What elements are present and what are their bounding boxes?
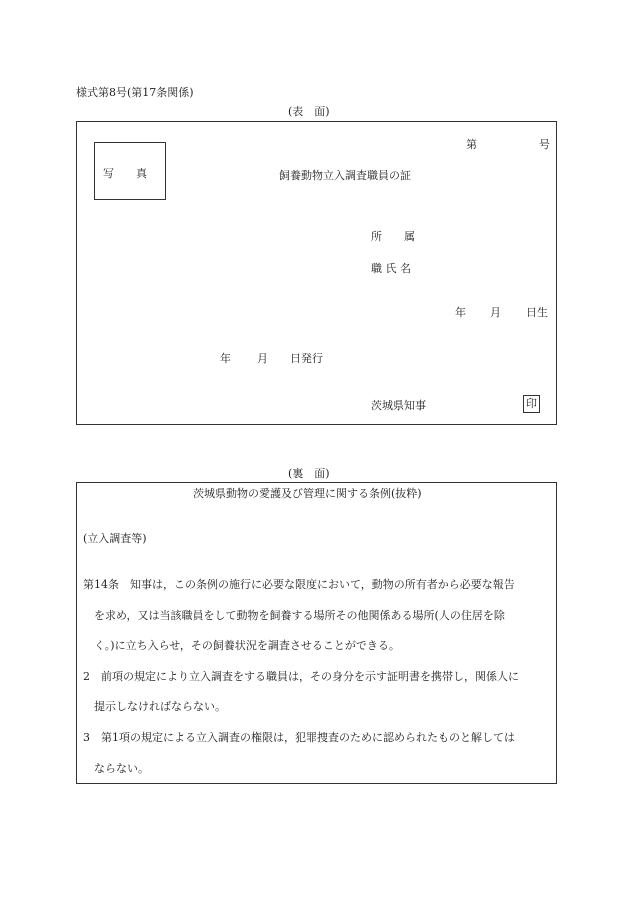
- front-side-heading: (表 面): [288, 105, 330, 118]
- issuer-label: 茨城県知事: [371, 399, 426, 412]
- birth-month-label: 月: [490, 306, 501, 319]
- issue-month-label: 月: [257, 352, 268, 365]
- affiliation-label: 所 属: [371, 230, 415, 243]
- form-number-label: 様式第8号(第17条関係): [76, 86, 194, 99]
- paragraph-3-line-2: ならない。: [83, 762, 149, 775]
- birth-day-label: 日生: [526, 306, 548, 319]
- paragraph-2-line-1: 2 前項の規定により立入調査をする職員は，その身分を示す証明書を携帯し，関係人に: [83, 670, 519, 683]
- photo-label: 写 真: [103, 167, 147, 180]
- photo-box: [94, 142, 166, 200]
- paragraph-2-line-2: 提示しなければならない。: [83, 700, 226, 713]
- issue-year-label: 年: [220, 352, 231, 365]
- article-14-line-2: を求め，又は当該職員をして動物を飼養する場所その他関係ある場所(人の住居を除: [83, 609, 505, 622]
- article-14-line-1: 第14条 知事は，この条例の施行に必要な限度において，動物の所有者から必要な報告: [83, 578, 515, 591]
- ordinance-title: 茨城県動物の愛護及び管理に関する条例(抜粋): [193, 487, 422, 500]
- seal-mark: 印: [523, 395, 540, 413]
- birth-year-label: 年: [455, 306, 466, 319]
- name-label: 職 氏 名: [371, 262, 411, 275]
- card-number-prefix: 第: [466, 138, 477, 151]
- section-caption: (立入調査等): [83, 532, 147, 545]
- issue-day-label: 日発行: [290, 352, 323, 365]
- paragraph-3-line-1: 3 第1項の規定による立入調査の権限は，犯罪捜査のために認められたものと解しては: [83, 731, 515, 744]
- front-side-card: [76, 121, 557, 425]
- card-number-suffix: 号: [539, 138, 550, 151]
- article-14-line-3: く。)に立ち入らせ，その飼養状況を調査させることができる。: [83, 639, 400, 652]
- back-side-heading: (裏 面): [288, 467, 330, 480]
- card-title: 飼養動物立入調査職員の証: [279, 169, 411, 182]
